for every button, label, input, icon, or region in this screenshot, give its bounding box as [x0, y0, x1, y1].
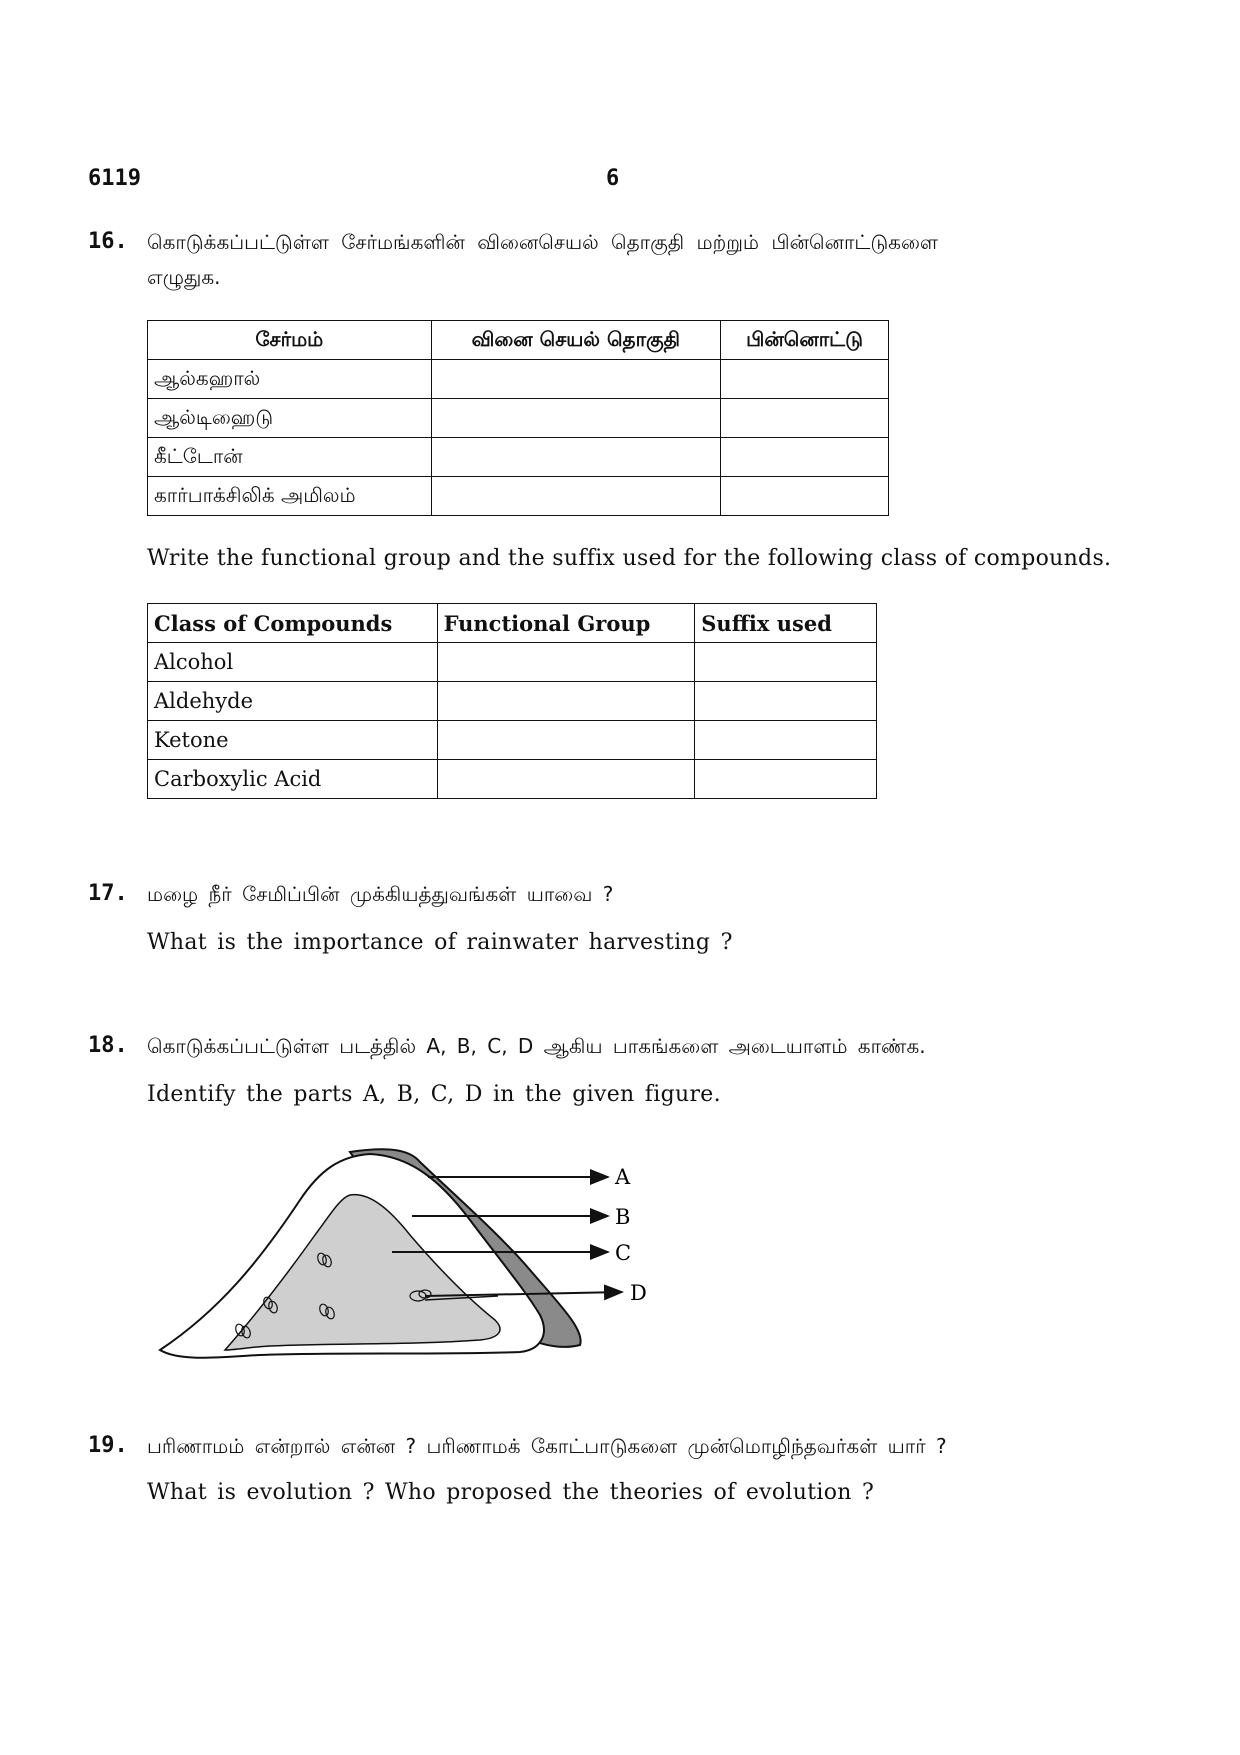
label-a: A: [615, 1165, 631, 1189]
table-header-cell: Functional Group: [437, 604, 695, 643]
table-row: [148, 721, 877, 760]
table-row: [148, 477, 889, 516]
suffix-answer-cell[interactable]: [695, 721, 877, 760]
question-17-english: What is the importance of rainwater harvesting ?: [147, 930, 733, 955]
table-header-row: [148, 321, 889, 360]
label-c: C: [615, 1241, 632, 1265]
compound-cell: கீட்டோன்: [148, 438, 432, 477]
table-row: [148, 682, 877, 721]
functional-group-answer-cell[interactable]: [437, 643, 695, 682]
compound-cell: Ketone: [148, 721, 438, 760]
table-row: [148, 399, 889, 438]
label-d: D: [630, 1281, 647, 1305]
functional-group-answer-cell[interactable]: [437, 760, 695, 799]
functional-group-answer-cell[interactable]: [431, 477, 720, 516]
table-row: [148, 643, 877, 682]
table-header-row: [148, 604, 877, 643]
compound-cell: Alcohol: [148, 643, 438, 682]
table-row: [148, 360, 889, 399]
suffix-answer-cell[interactable]: [695, 643, 877, 682]
paper-code: 6119: [88, 166, 141, 191]
suffix-answer-cell[interactable]: [721, 477, 889, 516]
tamil-compound-table: [147, 320, 889, 516]
table-header-cell: வினை செயல் தொகுதி: [431, 321, 720, 360]
question-16-number: 16.: [88, 229, 128, 254]
suffix-answer-cell[interactable]: [695, 682, 877, 721]
table-header-cell: Class of Compounds: [148, 604, 438, 643]
suffix-answer-cell[interactable]: [721, 360, 889, 399]
question-18-number: 18.: [88, 1033, 128, 1058]
functional-group-answer-cell[interactable]: [437, 682, 695, 721]
section-diagram: [140, 1140, 680, 1370]
functional-group-answer-cell[interactable]: [437, 721, 695, 760]
english-compound-table: [147, 603, 877, 799]
compound-cell: ஆல்டிஹைடு: [148, 399, 432, 438]
question-18-tamil: கொடுக்கப்பட்டுள்ள படத்தில் A, B, C, D ஆகிய பாகங்களை அடையாளம் காண்க.: [147, 1034, 926, 1058]
table-row: [148, 438, 889, 477]
compound-cell: Aldehyde: [148, 682, 438, 721]
functional-group-answer-cell[interactable]: [431, 438, 720, 477]
question-16-tamil-line1: கொடுக்கப்பட்டுள்ள சேர்மங்களின் வினைசெயல் தொகுதி மற்றும் பின்னொட்டுகளை: [147, 230, 938, 254]
compound-cell: கார்பாக்சிலிக் அமிலம்: [148, 477, 432, 516]
functional-group-answer-cell[interactable]: [431, 360, 720, 399]
table-header-cell: Suffix used: [695, 604, 877, 643]
compound-cell: Carboxylic Acid: [148, 760, 438, 799]
suffix-answer-cell[interactable]: [695, 760, 877, 799]
question-16-english-text: Write the functional group and the suffix used for the following class of compounds.: [147, 546, 1112, 571]
question-17-tamil: மழை நீர் சேமிப்பின் முக்கியத்துவங்கள் யாவை ?: [147, 882, 614, 906]
question-18-english: Identify the parts A, B, C, D in the given figure.: [147, 1082, 721, 1107]
suffix-answer-cell[interactable]: [721, 399, 889, 438]
table-row: [148, 760, 877, 799]
table-header-cell: பின்னொட்டு: [721, 321, 889, 360]
label-b: B: [615, 1205, 631, 1229]
question-19-tamil: பரிணாமம் என்றால் என்ன ? பரிணாமக் கோட்பாடுகளை முன்மொழிந்தவர்கள் யார் ?: [147, 1434, 947, 1458]
table-header-cell: சேர்மம்: [148, 321, 432, 360]
suffix-answer-cell[interactable]: [721, 438, 889, 477]
page-number: 6: [606, 166, 620, 191]
compound-cell: ஆல்கஹால்: [148, 360, 432, 399]
question-16-tamil-line2: எழுதுக.: [147, 265, 221, 289]
question-17-number: 17.: [88, 881, 128, 906]
functional-group-answer-cell[interactable]: [431, 399, 720, 438]
question-19-number: 19.: [88, 1433, 128, 1458]
question-19-english: What is evolution ? Who proposed the theories of evolution ?: [147, 1480, 875, 1505]
